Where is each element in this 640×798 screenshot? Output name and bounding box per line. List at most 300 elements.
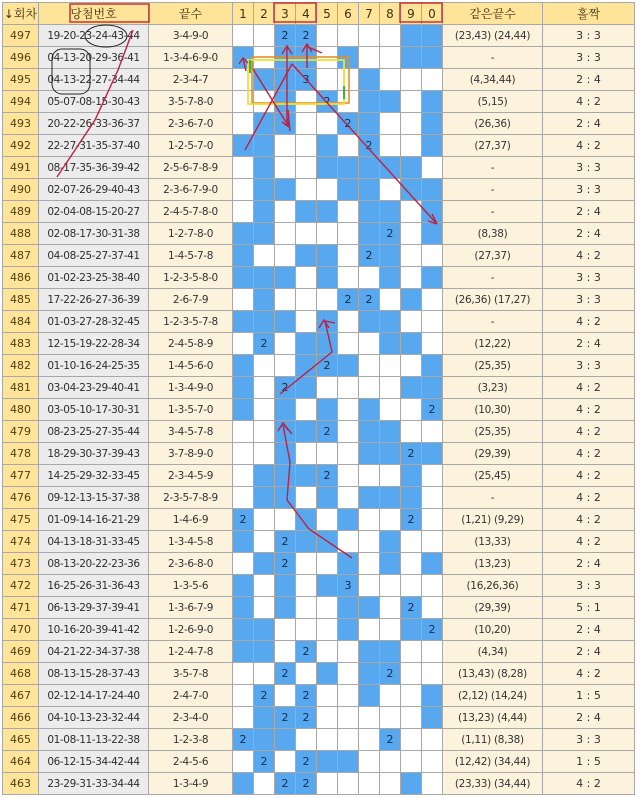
digit-cell-3 — [275, 751, 296, 773]
digit-cell-9 — [401, 135, 422, 157]
same-endings: - — [443, 157, 543, 179]
round-number: 475 — [3, 509, 39, 531]
odd-even-ratio: 3 : 3 — [543, 729, 635, 751]
winning-numbers: 08-13-15-28-37-43 — [39, 663, 149, 685]
round-number: 491 — [3, 157, 39, 179]
digit-cell-8 — [380, 113, 401, 135]
digit-cell-9 — [401, 267, 422, 289]
round-number: 484 — [3, 311, 39, 333]
digit-cell-2 — [254, 355, 275, 377]
digit-cell-3 — [275, 641, 296, 663]
same-endings: (1,21) (9,29) — [443, 509, 543, 531]
winning-numbers: 04-08-25-27-37-41 — [39, 245, 149, 267]
digit-cell-5 — [317, 223, 338, 245]
row-490 — [3, 179, 635, 201]
digit-cell-8: 2 — [380, 223, 401, 245]
row-489 — [3, 201, 635, 223]
digit-cell-0 — [422, 245, 443, 267]
digit-cell-2: 2 — [254, 685, 275, 707]
digit-cell-5 — [317, 69, 338, 91]
odd-even-ratio: 2 : 4 — [543, 333, 635, 355]
ending-digits: 1-3-4-6-9-0 — [149, 47, 233, 69]
digit-cell-6 — [338, 311, 359, 333]
digit-cell-7 — [359, 421, 380, 443]
digit-cell-8 — [380, 289, 401, 311]
digit-cell-4: 2 — [296, 641, 317, 663]
digit-cell-6 — [338, 157, 359, 179]
digit-cell-4: 2 — [296, 707, 317, 729]
row-475 — [3, 509, 635, 531]
winning-numbers: 04-13-18-31-33-45 — [39, 531, 149, 553]
ending-digits: 1-4-5-6-0 — [149, 355, 233, 377]
same-endings: (13,23) (4,44) — [443, 707, 543, 729]
digit-cell-7 — [359, 267, 380, 289]
ending-digits: 2-3-6-8-0 — [149, 553, 233, 575]
digit-cell-6 — [338, 509, 359, 531]
digit-cell-3 — [275, 201, 296, 223]
digit-cell-9 — [401, 25, 422, 47]
digit-cell-7 — [359, 443, 380, 465]
digit-cell-7 — [359, 25, 380, 47]
digit-cell-6 — [338, 47, 359, 69]
digit-cell-4: 2 — [296, 773, 317, 795]
round-number: 476 — [3, 487, 39, 509]
digit-cell-5 — [317, 487, 338, 509]
row-482 — [3, 355, 635, 377]
digit-cell-6 — [338, 773, 359, 795]
digit-cell-8 — [380, 69, 401, 91]
same-endings: - — [443, 179, 543, 201]
odd-even-ratio: 1 : 5 — [543, 751, 635, 773]
ending-digits: 1-2-7-8-0 — [149, 223, 233, 245]
round-number: 494 — [3, 91, 39, 113]
odd-even-ratio: 3 : 3 — [543, 355, 635, 377]
ending-digits: 1-4-6-9 — [149, 509, 233, 531]
digit-cell-6 — [338, 421, 359, 443]
odd-even-ratio: 3 : 3 — [543, 267, 635, 289]
digit-cell-9 — [401, 355, 422, 377]
digit-cell-1: 2 — [233, 729, 254, 751]
odd-even-ratio: 3 : 3 — [543, 25, 635, 47]
same-endings: (29,39) — [443, 597, 543, 619]
round-number: 468 — [3, 663, 39, 685]
odd-even-ratio: 4 : 2 — [543, 531, 635, 553]
digit-cell-8 — [380, 47, 401, 69]
digit-cell-3 — [275, 487, 296, 509]
digit-cell-3 — [275, 685, 296, 707]
digit-cell-0 — [422, 773, 443, 795]
winning-numbers: 17-22-26-27-36-39 — [39, 289, 149, 311]
digit-cell-9 — [401, 421, 422, 443]
digit-col-header-3: 3 — [275, 3, 296, 25]
winning-numbers: 06-12-15-34-42-44 — [39, 751, 149, 773]
digit-cell-9 — [401, 311, 422, 333]
digit-cell-2 — [254, 69, 275, 91]
digit-cell-6: 2 — [338, 113, 359, 135]
same-endings: (8,38) — [443, 223, 543, 245]
winning-numbers: 22-27-31-35-37-40 — [39, 135, 149, 157]
digit-cell-6: 3 — [338, 575, 359, 597]
digit-cell-7 — [359, 575, 380, 597]
odd-even-ratio: 4 : 2 — [543, 135, 635, 157]
digit-cell-6 — [338, 355, 359, 377]
row-481 — [3, 377, 635, 399]
digit-cell-7 — [359, 465, 380, 487]
odd-even-ratio: 4 : 2 — [543, 421, 635, 443]
round-number: 497 — [3, 25, 39, 47]
digit-cell-9 — [401, 201, 422, 223]
same-endings: - — [443, 311, 543, 333]
digit-cell-4 — [296, 289, 317, 311]
digit-cell-4 — [296, 91, 317, 113]
digit-cell-1 — [233, 641, 254, 663]
ending-digits: 1-2-3-5-7-8 — [149, 311, 233, 333]
row-484 — [3, 311, 635, 333]
digit-cell-8 — [380, 707, 401, 729]
odd-even-ratio: 3 : 3 — [543, 289, 635, 311]
row-485 — [3, 289, 635, 311]
digit-cell-7 — [359, 113, 380, 135]
digit-cell-6 — [338, 223, 359, 245]
digit-cell-2 — [254, 663, 275, 685]
digit-cell-3 — [275, 289, 296, 311]
digit-cell-7 — [359, 47, 380, 69]
digit-cell-3 — [275, 597, 296, 619]
digit-cell-3 — [275, 69, 296, 91]
digit-cell-0 — [422, 509, 443, 531]
digit-cell-5 — [317, 773, 338, 795]
row-483 — [3, 333, 635, 355]
digit-cell-5 — [317, 553, 338, 575]
digit-cell-7 — [359, 619, 380, 641]
ending-digits: 3-7-8-9-0 — [149, 443, 233, 465]
digit-cell-1 — [233, 69, 254, 91]
digit-cell-7 — [359, 69, 380, 91]
odd-even-ratio: 4 : 2 — [543, 773, 635, 795]
digit-cell-0 — [422, 201, 443, 223]
digit-cell-8 — [380, 575, 401, 597]
round-number: 496 — [3, 47, 39, 69]
digit-cell-3: 2 — [275, 377, 296, 399]
row-476 — [3, 487, 635, 509]
odd-even-ratio: 4 : 2 — [543, 399, 635, 421]
digit-cell-0 — [422, 135, 443, 157]
digit-cell-1 — [233, 443, 254, 465]
ending-digits: 2-3-5-7-8-9 — [149, 487, 233, 509]
digit-cell-6 — [338, 267, 359, 289]
digit-cell-2 — [254, 531, 275, 553]
same-endings: (16,26,36) — [443, 575, 543, 597]
digit-cell-9: 2 — [401, 597, 422, 619]
digit-cell-5 — [317, 245, 338, 267]
digit-cell-2 — [254, 619, 275, 641]
round-number: 480 — [3, 399, 39, 421]
row-471 — [3, 597, 635, 619]
digit-cell-0 — [422, 663, 443, 685]
digit-cell-2 — [254, 597, 275, 619]
row-488 — [3, 223, 635, 245]
digit-cell-2 — [254, 135, 275, 157]
digit-cell-5 — [317, 729, 338, 751]
ending-digits: 2-5-6-7-8-9 — [149, 157, 233, 179]
digit-cell-3: 2 — [275, 773, 296, 795]
odd-even-ratio: 5 : 1 — [543, 597, 635, 619]
same-endings: - — [443, 267, 543, 289]
digit-cell-4 — [296, 729, 317, 751]
odd-even-ratio: 4 : 2 — [543, 377, 635, 399]
round-number: 483 — [3, 333, 39, 355]
digit-cell-8 — [380, 355, 401, 377]
same-endings: (12,22) — [443, 333, 543, 355]
digit-cell-6 — [338, 69, 359, 91]
digit-cell-1: 2 — [233, 509, 254, 531]
digit-cell-1 — [233, 773, 254, 795]
digit-cell-7 — [359, 531, 380, 553]
digit-cell-6 — [338, 399, 359, 421]
odd-even-column-header: 홀짝 — [543, 3, 635, 25]
same-endings: (26,36) (17,27) — [443, 289, 543, 311]
winning-numbers: 14-25-29-32-33-45 — [39, 465, 149, 487]
digit-cell-0 — [422, 597, 443, 619]
round-number: 470 — [3, 619, 39, 641]
round-number: 471 — [3, 597, 39, 619]
digit-cell-3 — [275, 267, 296, 289]
same-endings: (29,39) — [443, 443, 543, 465]
same-endings: (13,23) — [443, 553, 543, 575]
ending-digits: 1-2-6-9-0 — [149, 619, 233, 641]
digit-cell-9 — [401, 487, 422, 509]
same-endings: (27,37) — [443, 245, 543, 267]
ending-digits: 1-3-5-6 — [149, 575, 233, 597]
digit-cell-8 — [380, 773, 401, 795]
digit-cell-9 — [401, 377, 422, 399]
digit-cell-2 — [254, 421, 275, 443]
digit-cell-5 — [317, 113, 338, 135]
round-column-header[interactable]: ↓회차 — [3, 3, 39, 25]
row-468 — [3, 663, 635, 685]
digit-cell-7 — [359, 729, 380, 751]
winning-numbers: 02-07-26-29-40-43 — [39, 179, 149, 201]
odd-even-ratio: 4 : 2 — [543, 465, 635, 487]
same-endings: (3,23) — [443, 377, 543, 399]
digit-cell-8 — [380, 201, 401, 223]
digit-cell-4 — [296, 135, 317, 157]
digit-cell-0 — [422, 355, 443, 377]
digit-cell-6 — [338, 377, 359, 399]
digit-cell-1 — [233, 311, 254, 333]
row-477 — [3, 465, 635, 487]
digit-cell-5: 2 — [317, 91, 338, 113]
digit-cell-1 — [233, 707, 254, 729]
digit-col-header-4: 4 — [296, 3, 317, 25]
digit-cell-1 — [233, 113, 254, 135]
digit-cell-5 — [317, 135, 338, 157]
digit-cell-4 — [296, 399, 317, 421]
winning-numbers: 16-25-26-31-36-43 — [39, 575, 149, 597]
digit-cell-4 — [296, 311, 317, 333]
digit-cell-7 — [359, 201, 380, 223]
digit-cell-5 — [317, 685, 338, 707]
digit-cell-7 — [359, 509, 380, 531]
digit-cell-8 — [380, 245, 401, 267]
winning-numbers: 01-08-11-13-22-38 — [39, 729, 149, 751]
odd-even-ratio: 2 : 4 — [543, 113, 635, 135]
row-496 — [3, 47, 635, 69]
digit-cell-2 — [254, 553, 275, 575]
digit-cell-0 — [422, 531, 443, 553]
winning-numbers: 08-23-25-27-35-44 — [39, 421, 149, 443]
odd-even-ratio: 4 : 2 — [543, 509, 635, 531]
digit-cell-0 — [422, 443, 443, 465]
digit-cell-2 — [254, 179, 275, 201]
digit-col-header-2: 2 — [254, 3, 275, 25]
odd-even-ratio: 3 : 3 — [543, 179, 635, 201]
digit-cell-3 — [275, 135, 296, 157]
digit-cell-3: 2 — [275, 25, 296, 47]
digit-cell-4 — [296, 465, 317, 487]
winning-numbers: 01-02-23-25-38-40 — [39, 267, 149, 289]
digit-cell-4 — [296, 377, 317, 399]
ending-digits: 1-2-3-8 — [149, 729, 233, 751]
digit-cell-1 — [233, 663, 254, 685]
row-469 — [3, 641, 635, 663]
row-492 — [3, 135, 635, 157]
digit-cell-0 — [422, 311, 443, 333]
digit-cell-8 — [380, 685, 401, 707]
digit-cell-7 — [359, 663, 380, 685]
digit-cell-0 — [422, 157, 443, 179]
digit-cell-2: 2 — [254, 333, 275, 355]
digit-cell-9 — [401, 91, 422, 113]
digit-cell-1 — [233, 179, 254, 201]
digit-cell-1 — [233, 597, 254, 619]
digit-cell-2 — [254, 25, 275, 47]
same-endings: - — [443, 201, 543, 223]
digit-cell-3 — [275, 465, 296, 487]
odd-even-ratio: 2 : 4 — [543, 619, 635, 641]
digit-cell-0 — [422, 421, 443, 443]
same-endings: (25,35) — [443, 355, 543, 377]
digit-cell-9 — [401, 773, 422, 795]
same-endings: (27,37) — [443, 135, 543, 157]
digit-cell-4: 3 — [296, 69, 317, 91]
same-endings: (1,11) (8,38) — [443, 729, 543, 751]
digit-cell-5 — [317, 619, 338, 641]
winning-numbers: 08-13-20-22-23-36 — [39, 553, 149, 575]
digit-cell-8 — [380, 421, 401, 443]
same-endings: (25,45) — [443, 465, 543, 487]
round-number: 489 — [3, 201, 39, 223]
row-467 — [3, 685, 635, 707]
ending-digits: 2-3-4-0 — [149, 707, 233, 729]
winning-numbers: 20-22-26-33-36-37 — [39, 113, 149, 135]
winning-numbers: 04-13-20-29-36-41 — [39, 47, 149, 69]
odd-even-ratio: 2 : 4 — [543, 707, 635, 729]
digit-cell-0 — [422, 47, 443, 69]
digit-cell-0 — [422, 553, 443, 575]
digit-cell-6: 2 — [338, 289, 359, 311]
row-473 — [3, 553, 635, 575]
same-endings: (4,34) — [443, 641, 543, 663]
digit-cell-6 — [338, 201, 359, 223]
ending-digits: 2-4-7-0 — [149, 685, 233, 707]
winning-numbers: 01-03-27-28-32-45 — [39, 311, 149, 333]
odd-even-ratio: 2 : 4 — [543, 201, 635, 223]
digit-col-header-6: 6 — [338, 3, 359, 25]
digit-cell-9 — [401, 245, 422, 267]
digit-cell-1 — [233, 289, 254, 311]
round-number: 488 — [3, 223, 39, 245]
digit-cell-8 — [380, 25, 401, 47]
odd-even-ratio: 2 : 4 — [543, 553, 635, 575]
ending-digits: 2-4-5-8-9 — [149, 333, 233, 355]
digit-cell-1 — [233, 399, 254, 421]
digit-cell-0 — [422, 729, 443, 751]
round-number: 490 — [3, 179, 39, 201]
row-465 — [3, 729, 635, 751]
digit-cell-7 — [359, 223, 380, 245]
digit-cell-6 — [338, 641, 359, 663]
round-number: 465 — [3, 729, 39, 751]
winning-numbers: 02-08-17-30-31-38 — [39, 223, 149, 245]
digit-cell-3 — [275, 575, 296, 597]
digit-cell-3 — [275, 157, 296, 179]
winning-numbers: 04-21-22-34-37-38 — [39, 641, 149, 663]
winning-numbers: 23-29-31-33-34-44 — [39, 773, 149, 795]
digit-cell-5 — [317, 157, 338, 179]
digit-cell-2 — [254, 707, 275, 729]
winning-numbers: 04-10-13-23-32-44 — [39, 707, 149, 729]
round-number: 466 — [3, 707, 39, 729]
digit-cell-5: 2 — [317, 465, 338, 487]
round-number: 463 — [3, 773, 39, 795]
round-number: 464 — [3, 751, 39, 773]
digit-cell-1 — [233, 201, 254, 223]
digit-cell-9 — [401, 179, 422, 201]
winning-numbers: 05-07-08-15-30-43 — [39, 91, 149, 113]
digit-cell-5 — [317, 289, 338, 311]
row-487 — [3, 245, 635, 267]
digit-cell-8: 2 — [380, 663, 401, 685]
digit-cell-5 — [317, 531, 338, 553]
table-header-row — [3, 3, 635, 25]
digit-cell-4 — [296, 421, 317, 443]
digit-cell-2 — [254, 487, 275, 509]
digit-cell-5 — [317, 707, 338, 729]
round-number: 495 — [3, 69, 39, 91]
winning-numbers: 02-04-08-15-20-27 — [39, 201, 149, 223]
digit-col-header-5: 5 — [317, 3, 338, 25]
ending-digits: 1-3-4-9-0 — [149, 377, 233, 399]
digit-cell-5: 2 — [317, 355, 338, 377]
digit-col-header-1: 1 — [233, 3, 254, 25]
digit-cell-0 — [422, 91, 443, 113]
digit-cell-9 — [401, 619, 422, 641]
winning-numbers: 10-16-20-39-41-42 — [39, 619, 149, 641]
round-number: 486 — [3, 267, 39, 289]
winning-numbers: 01-10-16-24-25-35 — [39, 355, 149, 377]
digit-cell-1 — [233, 333, 254, 355]
digit-cell-2 — [254, 91, 275, 113]
digit-cell-0 — [422, 641, 443, 663]
digit-cell-3 — [275, 619, 296, 641]
ending-digits: 1-3-6-7-9 — [149, 597, 233, 619]
digit-cell-7 — [359, 597, 380, 619]
odd-even-ratio: 2 : 4 — [543, 223, 635, 245]
digit-cell-8 — [380, 509, 401, 531]
digit-cell-2 — [254, 509, 275, 531]
digit-cell-8 — [380, 487, 401, 509]
